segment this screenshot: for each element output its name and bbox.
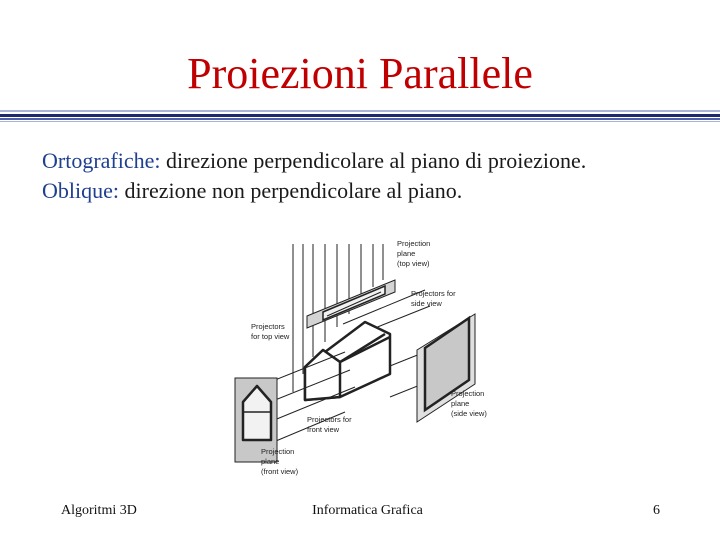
- parallel-projection-diagram: [225, 232, 505, 502]
- label-front-plane: Projection plane (front view): [261, 447, 299, 476]
- label-top-plane: Projection plane (top view): [397, 239, 431, 268]
- footer-course: Algoritmi 3D: [61, 503, 137, 518]
- title-underline-rules: [0, 108, 720, 124]
- label-side-plane: Projection plane (side view): [451, 389, 487, 418]
- footer-subject: Informatica Grafica: [312, 503, 423, 518]
- term-oblique: Oblique:: [42, 178, 119, 203]
- label-side-projectors: Projectors for side view: [411, 289, 456, 308]
- label-top-projectors: Projectors for top view: [251, 322, 290, 341]
- definition-ortografiche: direzione perpendicolare al piano di proiezione.: [160, 148, 587, 173]
- definition-oblique: direzione non perpendicolare al piano.: [119, 178, 463, 203]
- term-ortografiche: Ortografiche:: [42, 148, 161, 173]
- slide-title: Proiezioni Parallele: [187, 49, 533, 98]
- bullet-oblique: [42, 176, 586, 206]
- slide-body: [42, 146, 586, 206]
- footer-page-number: 6: [653, 503, 660, 518]
- house-object: [305, 322, 390, 400]
- bullet-ortografiche: [42, 146, 586, 176]
- label-front-projectors: Projectors for front view: [307, 415, 352, 434]
